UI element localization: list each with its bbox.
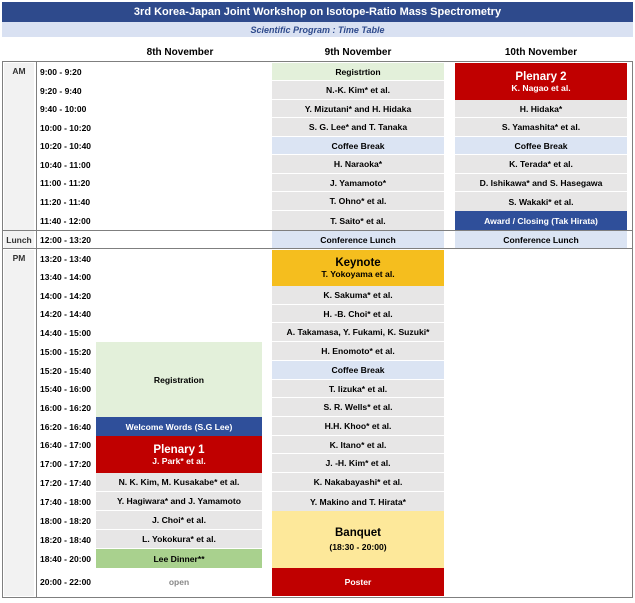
time-slot: 10:20 - 10:40 (40, 141, 92, 151)
day9-talk: H. Enomoto* et al. (272, 342, 444, 361)
day9-talk: Y. Mizutani* and H. Hidaka (272, 100, 444, 118)
day9-conference-lunch: Conference Lunch (272, 231, 444, 248)
time-slot: 14:40 - 15:00 (40, 327, 92, 338)
day9-banquet (272, 511, 444, 568)
grid-line (2, 61, 3, 598)
day10-conference-lunch: Conference Lunch (455, 231, 627, 248)
grid-line (2, 597, 633, 598)
day-header-8: 8th November (146, 46, 214, 58)
day9-registration: Registrtion (272, 63, 444, 81)
time-slot: 16:20 - 16:40 (40, 421, 92, 432)
day9-talk: K. Itano* et al. (272, 436, 444, 454)
day8-talk: Y. Hagiwara* and J. Yamamoto (96, 492, 262, 511)
page-title: 3rd Korea-Japan Joint Workshop on Isotope-Ratio Mass Spectrometry (2, 2, 633, 22)
time-slot: 14:00 - 14:20 (40, 290, 92, 301)
day9-talk: H. Naraoka* (272, 155, 444, 174)
time-slot: 16:00 - 16:20 (40, 402, 92, 413)
day9-talk: N.-K. Kim* et al. (272, 81, 444, 100)
time-slot: 18:20 - 18:40 (40, 534, 92, 545)
day-header-9: 9th November (324, 46, 392, 58)
banquet-time: (18:30 - 20:00) (329, 542, 387, 552)
day8-talk: J. Choi* et al. (96, 511, 262, 530)
day8-talk: N. K. Kim, M. Kusakabe* et al. (96, 473, 262, 492)
time-slot: 18:40 - 20:00 (40, 553, 92, 564)
day9-talk: A. Takamasa, Y. Fukami, K. Suzuki* (272, 323, 444, 342)
day10-talk: H. Hidaka* (455, 100, 627, 118)
day9-talk: K. Sakuma* et al. (272, 286, 444, 305)
day9-keynote (272, 250, 444, 286)
time-slot: 16:40 - 17:00 (40, 440, 92, 450)
plenary-2-speaker: K. Nagao et al. (511, 82, 571, 93)
plenary-2-title: Plenary 2 (515, 70, 567, 83)
day10-talk: S. Yamashita* et al. (455, 118, 627, 137)
day8-plenary-1 (96, 436, 262, 473)
time-slot: 12:00 - 13:20 (40, 234, 92, 245)
day10-plenary-2 (455, 63, 627, 100)
keynote-speaker: T. Yokoyama et al. (321, 269, 395, 279)
day9-talk: H.H. Khoo* et al. (272, 417, 444, 436)
day9-poster: Poster (272, 568, 444, 596)
time-slot: 17:00 - 17:20 (40, 458, 92, 469)
time-slot: 15:00 - 15:20 (40, 346, 92, 357)
grid-line (632, 61, 633, 598)
day9-talk: T. Iizuka* et al. (272, 380, 444, 398)
time-slot: 17:20 - 17:40 (40, 477, 92, 488)
keynote-title: Keynote (335, 257, 381, 269)
day8-talk: L. Yokokura* et al. (96, 530, 262, 549)
plenary-1-title: Plenary 1 (153, 443, 205, 456)
time-slot: 18:00 - 18:20 (40, 515, 92, 526)
time-slot: 20:00 - 22:00 (40, 577, 92, 587)
time-slot: 9:20 - 9:40 (40, 85, 82, 96)
session-lunch: Lunch (4, 231, 34, 248)
day9-talk: T. Saito* et al. (272, 211, 444, 230)
time-slot: 15:40 - 16:00 (40, 384, 92, 394)
day10-award-closing: Award / Closing (Tak Hirata) (455, 211, 627, 230)
day8-lee-dinner: Lee Dinner** (96, 549, 262, 568)
day9-talk: S. G. Lee* and T. Tanaka (272, 118, 444, 137)
session-pm: PM (4, 250, 34, 596)
page-subtitle: Scientific Program : Time Table (2, 22, 633, 37)
time-slot: 10:00 - 10:20 (40, 122, 92, 133)
day9-talk: J. Yamamoto* (272, 174, 444, 192)
grid-line (36, 61, 37, 598)
time-slot: 10:40 - 11:00 (40, 159, 91, 170)
day9-talk: H. -B. Choi* et al. (272, 305, 444, 323)
day8-registration: Registration (96, 342, 262, 417)
day10-coffee-break: Coffee Break (455, 137, 627, 155)
day8-welcome-words: Welcome Words (S.G Lee) (96, 417, 262, 436)
time-slot: 9:40 - 10:00 (40, 104, 87, 114)
grid-line (2, 230, 633, 231)
day8-open: open (168, 577, 190, 587)
time-slot: 15:20 - 15:40 (40, 365, 92, 376)
day9-talk: T. Ohno* et al. (272, 192, 444, 211)
session-am: AM (4, 63, 34, 230)
time-slot: 14:20 - 14:40 (40, 309, 92, 319)
day10-talk: S. Wakaki* et al. (455, 192, 627, 211)
day9-talk: K. Nakabayashi* et al. (272, 473, 444, 492)
grid-line (2, 248, 633, 249)
time-slot: 11:40 - 12:00 (40, 215, 91, 226)
time-slot: 11:20 - 11:40 (40, 196, 91, 207)
day-header-10: 10th November (504, 46, 578, 58)
day9-talk: J. -H. Kim* et al. (272, 454, 444, 473)
plenary-1-speaker: J. Park* et al. (152, 455, 206, 466)
grid-line (2, 61, 633, 62)
time-slot: 17:40 - 18:00 (40, 496, 92, 507)
day10-talk: D. Ishikawa* and S. Hasegawa (455, 174, 627, 192)
day9-talk: Y. Makino and T. Hirata* (272, 492, 444, 511)
time-slot: 11:00 - 11:20 (40, 178, 91, 188)
day10-talk: K. Terada* et al. (455, 155, 627, 174)
day9-coffee-break: Coffee Break (272, 137, 444, 155)
time-slot: 13:40 - 14:00 (40, 271, 92, 282)
day9-talk: S. R. Wells* et al. (272, 398, 444, 417)
day9-coffee-break: Coffee Break (272, 361, 444, 380)
time-slot: 13:20 - 13:40 (40, 253, 92, 264)
time-slot: 9:00 - 9:20 (40, 67, 82, 77)
banquet-title: Banquet (335, 527, 381, 539)
